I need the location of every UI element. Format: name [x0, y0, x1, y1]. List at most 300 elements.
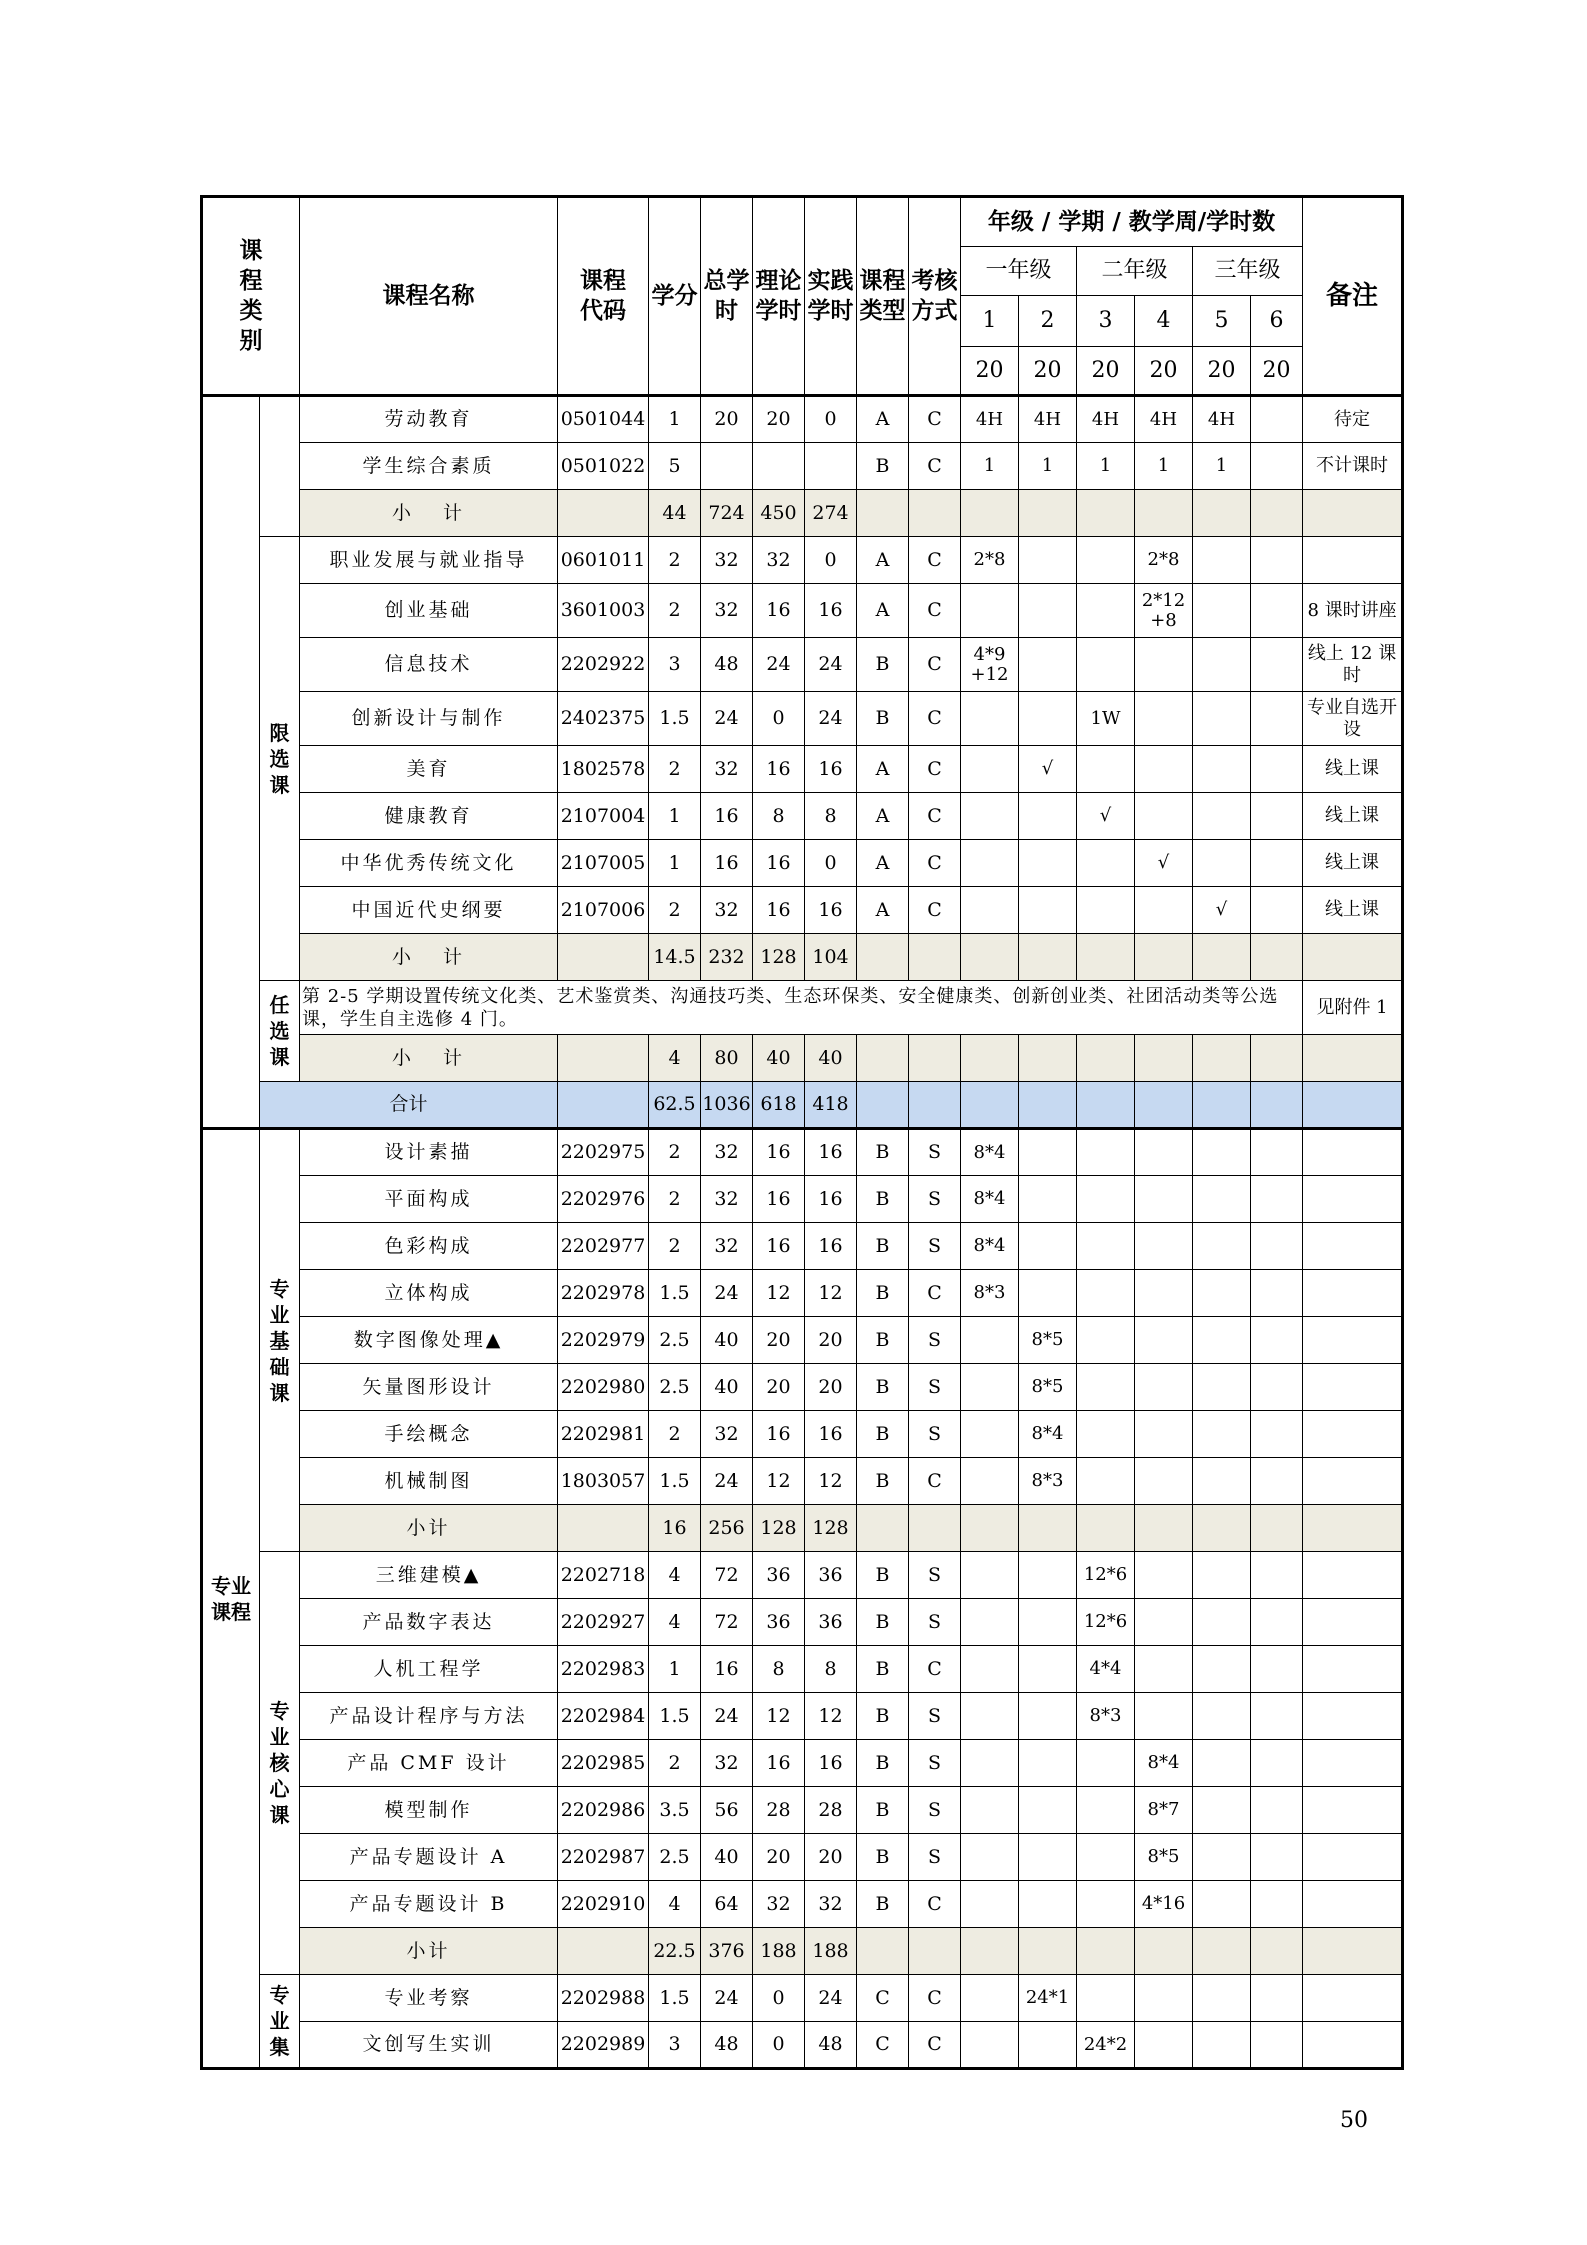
- course-name: 创新设计与制作: [300, 692, 558, 746]
- course-type: B: [857, 1223, 909, 1270]
- course-practice: 28: [805, 1787, 857, 1834]
- course-theory: 32: [753, 537, 805, 584]
- course-t6: [1251, 1552, 1303, 1599]
- course-t6: [1251, 1787, 1303, 1834]
- course-name: 信息技术: [300, 638, 558, 692]
- course-practice: 12: [805, 1270, 857, 1317]
- header-credit: 学分: [649, 197, 701, 396]
- course-note: [1303, 1646, 1403, 1693]
- course-name: 学生综合素质: [300, 443, 558, 490]
- course-total: 24: [701, 1458, 753, 1505]
- course-assess: S: [909, 1223, 961, 1270]
- course-t6: [1251, 1458, 1303, 1505]
- course-t3: 4H: [1077, 396, 1135, 443]
- empty-cell: [1251, 1928, 1303, 1975]
- course-theory: 12: [753, 1458, 805, 1505]
- weeks-4: 20: [1135, 347, 1193, 396]
- table-row: [202, 1364, 1403, 1411]
- course-code: 2202988: [558, 1975, 649, 2022]
- course-t6: [1251, 1129, 1303, 1176]
- course-note: [1303, 537, 1403, 584]
- course-t1: [961, 1975, 1019, 2022]
- course-t3: [1077, 584, 1135, 638]
- course-t5: [1193, 1364, 1251, 1411]
- course-t2: [1019, 793, 1077, 840]
- course-total: 16: [701, 1646, 753, 1693]
- empty-cell: [1135, 490, 1193, 537]
- course-t5: [1193, 793, 1251, 840]
- course-type: A: [857, 840, 909, 887]
- course-t4: [1135, 1599, 1193, 1646]
- term-4: 4: [1135, 296, 1193, 347]
- total-row: [202, 1082, 1403, 1129]
- course-credit: 2: [649, 1176, 701, 1223]
- course-t5: 4H: [1193, 396, 1251, 443]
- course-note: [1303, 1129, 1403, 1176]
- course-t2: [1019, 692, 1077, 746]
- course-t2: [1019, 1693, 1077, 1740]
- course-t2: [1019, 1552, 1077, 1599]
- header-year2: 二年级: [1077, 247, 1193, 296]
- empty-cell: [1135, 1928, 1193, 1975]
- course-practice: 8: [805, 1646, 857, 1693]
- course-t1: [961, 1552, 1019, 1599]
- course-t6: [1251, 1223, 1303, 1270]
- course-name: 数字图像处理▲: [300, 1317, 558, 1364]
- table-row: [202, 840, 1403, 887]
- course-assess: C: [909, 2022, 961, 2069]
- subtotal-code: [558, 1035, 649, 1082]
- empty-cell: [1193, 1928, 1251, 1975]
- course-practice: 24: [805, 692, 857, 746]
- table-row: [202, 692, 1403, 746]
- course-t6: [1251, 584, 1303, 638]
- course-theory: 16: [753, 1223, 805, 1270]
- subtotal-row: [202, 1035, 1403, 1082]
- total-label: 合计: [260, 1082, 558, 1129]
- course-name: 创业基础: [300, 584, 558, 638]
- course-type: B: [857, 1693, 909, 1740]
- course-t2: 1: [1019, 443, 1077, 490]
- course-total: 16: [701, 793, 753, 840]
- course-theory: 12: [753, 1693, 805, 1740]
- empty-cell: [961, 1035, 1019, 1082]
- subtotal-code: [558, 1928, 649, 1975]
- course-t2: [1019, 584, 1077, 638]
- table-row: [202, 1317, 1403, 1364]
- course-t3: [1077, 1975, 1135, 2022]
- course-practice: 0: [805, 840, 857, 887]
- course-practice: 16: [805, 1176, 857, 1223]
- course-t5: [1193, 1458, 1251, 1505]
- course-t6: [1251, 1411, 1303, 1458]
- empty-cell: [857, 1082, 909, 1129]
- course-type: B: [857, 443, 909, 490]
- course-t3: [1077, 537, 1135, 584]
- course-theory: 16: [753, 840, 805, 887]
- course-t2: [1019, 1740, 1077, 1787]
- course-code: 2202986: [558, 1787, 649, 1834]
- course-type: A: [857, 584, 909, 638]
- course-t4: 8*4: [1135, 1740, 1193, 1787]
- category-optional: [260, 981, 300, 1082]
- course-code: 2202977: [558, 1223, 649, 1270]
- course-t1: [961, 2022, 1019, 2069]
- course-practice: 32: [805, 1881, 857, 1928]
- course-note: [1303, 1881, 1403, 1928]
- course-credit: 1.5: [649, 1975, 701, 2022]
- course-t4: [1135, 1458, 1193, 1505]
- subtotal-credit: 4: [649, 1035, 701, 1082]
- header-practice-hours: 实践学时: [805, 197, 857, 396]
- course-credit: 3: [649, 2022, 701, 2069]
- course-code: 2107005: [558, 840, 649, 887]
- empty-cell: [1193, 934, 1251, 981]
- course-name: 三维建模▲: [300, 1552, 558, 1599]
- course-note: [1303, 1693, 1403, 1740]
- course-t1: [961, 746, 1019, 793]
- course-t1: [961, 1646, 1019, 1693]
- course-practice: 20: [805, 1364, 857, 1411]
- course-t1: 1: [961, 443, 1019, 490]
- course-practice: [805, 443, 857, 490]
- course-t3: [1077, 1881, 1135, 1928]
- empty-cell: [1077, 1928, 1135, 1975]
- course-t1: 8*4: [961, 1223, 1019, 1270]
- table-row: [202, 1740, 1403, 1787]
- course-t5: [1193, 584, 1251, 638]
- course-assess: S: [909, 1317, 961, 1364]
- course-type: B: [857, 692, 909, 746]
- course-code: 2202985: [558, 1740, 649, 1787]
- empty-cell: [961, 1505, 1019, 1552]
- course-t5: [1193, 1129, 1251, 1176]
- empty-cell: [961, 1082, 1019, 1129]
- course-theory: 8: [753, 1646, 805, 1693]
- subtotal-label: 小 计: [300, 1035, 558, 1082]
- course-practice: 16: [805, 1411, 857, 1458]
- subtotal-practice: 104: [805, 934, 857, 981]
- course-t2: 4H: [1019, 396, 1077, 443]
- table-row: [202, 2022, 1403, 2069]
- course-note: [1303, 1176, 1403, 1223]
- course-t2: [1019, 1834, 1077, 1881]
- empty-cell: [857, 1505, 909, 1552]
- course-practice: 24: [805, 638, 857, 692]
- course-type: B: [857, 1599, 909, 1646]
- course-credit: 2.5: [649, 1364, 701, 1411]
- course-code: 2107006: [558, 887, 649, 934]
- course-practice: 8: [805, 793, 857, 840]
- course-t4: 1: [1135, 443, 1193, 490]
- term-6: 6: [1251, 296, 1303, 347]
- course-code: 2202978: [558, 1270, 649, 1317]
- course-note: 线上 12 课时: [1303, 638, 1403, 692]
- course-name: 产品数字表达: [300, 1599, 558, 1646]
- course-type: B: [857, 1458, 909, 1505]
- course-assess: C: [909, 396, 961, 443]
- course-t1: [961, 1364, 1019, 1411]
- course-t5: [1193, 1834, 1251, 1881]
- course-code: 1802578: [558, 746, 649, 793]
- course-t1: 2*8: [961, 537, 1019, 584]
- course-t3: 12*6: [1077, 1599, 1135, 1646]
- course-credit: 2.5: [649, 1834, 701, 1881]
- header-year3: 三年级: [1193, 247, 1303, 296]
- course-type: A: [857, 537, 909, 584]
- empty-cell: [1251, 490, 1303, 537]
- course-total: 56: [701, 1787, 753, 1834]
- category-pro-core: [260, 1552, 300, 1975]
- course-total: 40: [701, 1317, 753, 1364]
- course-t3: [1077, 1364, 1135, 1411]
- course-total: 40: [701, 1834, 753, 1881]
- course-t6: [1251, 1975, 1303, 2022]
- course-credit: 1: [649, 1646, 701, 1693]
- header-remark: 备注: [1303, 197, 1403, 396]
- course-t4: [1135, 793, 1193, 840]
- category-pro-basic: [260, 1129, 300, 1552]
- course-assess: C: [909, 1881, 961, 1928]
- course-assess: S: [909, 1552, 961, 1599]
- course-code: 2202718: [558, 1552, 649, 1599]
- empty-cell: [1135, 1035, 1193, 1082]
- empty-cell: [857, 1928, 909, 1975]
- table-row: [202, 746, 1403, 793]
- empty-cell: [1135, 934, 1193, 981]
- course-practice: 16: [805, 887, 857, 934]
- category-pro-basic-label: 专业基础课: [269, 1276, 290, 1405]
- course-name: 设计素描: [300, 1129, 558, 1176]
- course-t4: [1135, 1364, 1193, 1411]
- course-t3: 1W: [1077, 692, 1135, 746]
- course-credit: 1.5: [649, 1458, 701, 1505]
- empty-cell: [1303, 490, 1403, 537]
- empty-cell: [1193, 490, 1251, 537]
- category-pro-concentrated-label: 专业集: [269, 1983, 290, 2059]
- course-type: B: [857, 1129, 909, 1176]
- course-name: 模型制作: [300, 1787, 558, 1834]
- course-t5: [1193, 1552, 1251, 1599]
- course-code: 2202910: [558, 1881, 649, 1928]
- empty-cell: [1251, 1082, 1303, 1129]
- course-credit: 1: [649, 793, 701, 840]
- empty-cell: [1303, 934, 1403, 981]
- weeks-5: 20: [1193, 347, 1251, 396]
- course-assess: S: [909, 1129, 961, 1176]
- course-note: 不计课时: [1303, 443, 1403, 490]
- header-course-type: 课程类型: [857, 197, 909, 396]
- course-t3: 12*6: [1077, 1552, 1135, 1599]
- table-row: [202, 1787, 1403, 1834]
- empty-cell: [1193, 1505, 1251, 1552]
- course-total: 72: [701, 1552, 753, 1599]
- category-limited: [260, 537, 300, 981]
- table-row: [202, 537, 1403, 584]
- course-name: 立体构成: [300, 1270, 558, 1317]
- course-assess: S: [909, 1787, 961, 1834]
- empty-cell: [909, 934, 961, 981]
- course-theory: 16: [753, 1740, 805, 1787]
- course-credit: 2.5: [649, 1317, 701, 1364]
- course-t4: [1135, 746, 1193, 793]
- course-code: 2202922: [558, 638, 649, 692]
- total-code: [558, 1082, 649, 1129]
- course-assess: C: [909, 793, 961, 840]
- course-total: 32: [701, 1176, 753, 1223]
- subtotal-total: 80: [701, 1035, 753, 1082]
- course-t6: [1251, 692, 1303, 746]
- optional-note: 见附件 1: [1303, 981, 1403, 1035]
- subtotal-credit: 22.5: [649, 1928, 701, 1975]
- course-practice: 48: [805, 2022, 857, 2069]
- course-t4: 8*7: [1135, 1787, 1193, 1834]
- course-t1: [961, 1881, 1019, 1928]
- course-t3: [1077, 1317, 1135, 1364]
- course-t6: [1251, 793, 1303, 840]
- course-total: 32: [701, 1411, 753, 1458]
- course-type: A: [857, 396, 909, 443]
- course-t3: √: [1077, 793, 1135, 840]
- course-t3: [1077, 1740, 1135, 1787]
- empty-cell: [1193, 1082, 1251, 1129]
- course-t6: [1251, 840, 1303, 887]
- course-t5: [1193, 1740, 1251, 1787]
- subtotal-credit: 14.5: [649, 934, 701, 981]
- course-type: B: [857, 1646, 909, 1693]
- course-t2: [1019, 638, 1077, 692]
- course-assess: C: [909, 537, 961, 584]
- course-t5: [1193, 1975, 1251, 2022]
- course-t4: [1135, 2022, 1193, 2069]
- course-t6: [1251, 1693, 1303, 1740]
- subtotal-row: [202, 1505, 1403, 1552]
- course-practice: 24: [805, 1975, 857, 2022]
- course-t4: √: [1135, 840, 1193, 887]
- course-t5: [1193, 1223, 1251, 1270]
- course-code: 2202981: [558, 1411, 649, 1458]
- empty-cell: [1303, 1928, 1403, 1975]
- course-t6: [1251, 1364, 1303, 1411]
- course-t1: 4*9 +12: [961, 638, 1019, 692]
- empty-cell: [857, 490, 909, 537]
- course-theory: 36: [753, 1599, 805, 1646]
- total-theory: 618: [753, 1082, 805, 1129]
- course-type: C: [857, 2022, 909, 2069]
- course-t4: 4H: [1135, 396, 1193, 443]
- course-name: 人机工程学: [300, 1646, 558, 1693]
- term-2: 2: [1019, 296, 1077, 347]
- course-t1: [961, 887, 1019, 934]
- course-name: 产品 CMF 设计: [300, 1740, 558, 1787]
- course-note: [1303, 1317, 1403, 1364]
- header-category: 课程类别: [202, 197, 300, 396]
- course-t2: [1019, 1599, 1077, 1646]
- term-3: 3: [1077, 296, 1135, 347]
- course-practice: 16: [805, 746, 857, 793]
- course-t3: 24*2: [1077, 2022, 1135, 2069]
- table-row: [202, 1223, 1403, 1270]
- course-credit: 2: [649, 887, 701, 934]
- course-t4: 2*8: [1135, 537, 1193, 584]
- course-assess: C: [909, 887, 961, 934]
- empty-cell: [909, 1928, 961, 1975]
- course-t2: 8*5: [1019, 1364, 1077, 1411]
- course-assess: C: [909, 1270, 961, 1317]
- course-t1: [961, 1693, 1019, 1740]
- course-t1: 8*4: [961, 1176, 1019, 1223]
- course-theory: 0: [753, 692, 805, 746]
- course-total: 24: [701, 1693, 753, 1740]
- course-t2: [1019, 1646, 1077, 1693]
- course-type: A: [857, 793, 909, 840]
- course-t5: [1193, 1176, 1251, 1223]
- course-t5: √: [1193, 887, 1251, 934]
- course-credit: 2: [649, 1740, 701, 1787]
- course-credit: 4: [649, 1599, 701, 1646]
- course-t6: [1251, 1599, 1303, 1646]
- course-t6: [1251, 887, 1303, 934]
- course-t1: [961, 1411, 1019, 1458]
- course-total: 72: [701, 1599, 753, 1646]
- category-public: [202, 396, 260, 1129]
- subtotal-code: [558, 934, 649, 981]
- category-pro-core-label: 专业核心课: [269, 1699, 290, 1827]
- course-name: 色彩构成: [300, 1223, 558, 1270]
- course-assess: C: [909, 443, 961, 490]
- course-t4: 8*5: [1135, 1834, 1193, 1881]
- empty-cell: [1077, 1505, 1135, 1552]
- empty-cell: [909, 1505, 961, 1552]
- optional-description: 第 2-5 学期设置传统文化类、艺术鉴赏类、沟通技巧类、生态环保类、安全健康类、创新创业类、社团活动类等公选课，学生自主选修 4 门。: [300, 981, 1303, 1035]
- course-t5: [1193, 1270, 1251, 1317]
- course-total: 32: [701, 1740, 753, 1787]
- course-assess: C: [909, 1646, 961, 1693]
- course-t5: [1193, 1881, 1251, 1928]
- course-t5: [1193, 1787, 1251, 1834]
- course-note: [1303, 1223, 1403, 1270]
- course-t6: [1251, 443, 1303, 490]
- table-row: [202, 396, 1403, 443]
- course-t3: [1077, 1458, 1135, 1505]
- course-note: [1303, 1975, 1403, 2022]
- course-credit: 1: [649, 840, 701, 887]
- course-name: 美育: [300, 746, 558, 793]
- subtotal-total: 376: [701, 1928, 753, 1975]
- empty-cell: [1251, 1035, 1303, 1082]
- subtotal-row: [202, 934, 1403, 981]
- course-total: 16: [701, 840, 753, 887]
- empty-cell: [857, 1035, 909, 1082]
- curriculum-table: [200, 195, 1404, 2070]
- course-t5: [1193, 692, 1251, 746]
- course-t2: 8*4: [1019, 1411, 1077, 1458]
- course-theory: 24: [753, 638, 805, 692]
- header-theory-hours: 理论学时: [753, 197, 805, 396]
- subtotal-label: 小 计: [300, 934, 558, 981]
- table-row: [202, 638, 1403, 692]
- course-theory: 16: [753, 887, 805, 934]
- course-note: [1303, 2022, 1403, 2069]
- course-theory: 16: [753, 1129, 805, 1176]
- course-t2: 8*3: [1019, 1458, 1077, 1505]
- course-t4: [1135, 1270, 1193, 1317]
- subtotal-label: 小计: [300, 1505, 558, 1552]
- course-name: 职业发展与就业指导: [300, 537, 558, 584]
- course-name: 机械制图: [300, 1458, 558, 1505]
- course-credit: 3: [649, 638, 701, 692]
- course-t4: [1135, 887, 1193, 934]
